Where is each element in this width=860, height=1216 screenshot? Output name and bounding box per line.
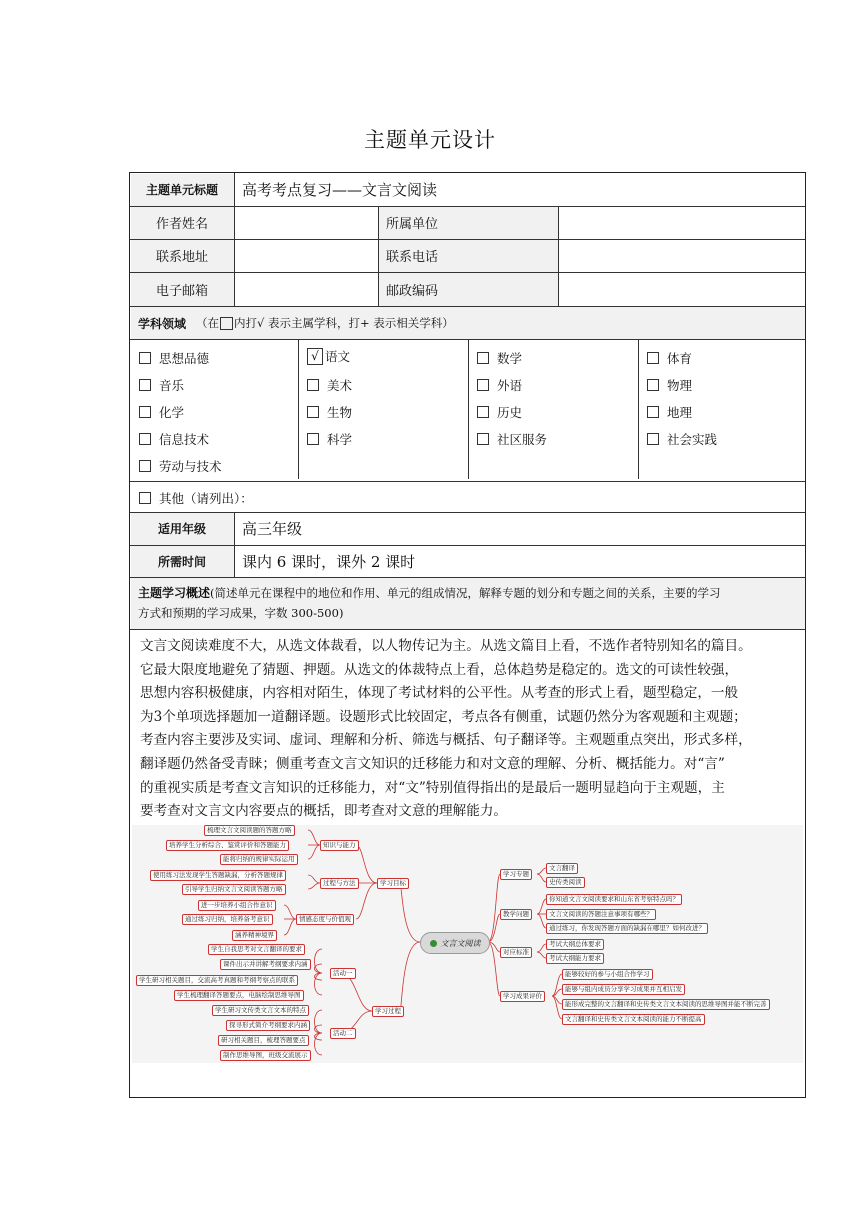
mind-map-node: 教学问题: [500, 909, 532, 920]
org-value-field[interactable]: [558, 206, 805, 239]
mind-map-node: 活动二: [330, 1028, 356, 1039]
mind-map-node: 学习目标: [377, 878, 409, 889]
checkbox-icon: [477, 352, 489, 364]
subject-option[interactable]: 数学: [477, 349, 522, 367]
checkbox-icon: [139, 492, 151, 504]
subject-option[interactable]: 思想品德: [139, 349, 209, 367]
subject-area-note-prefix: （在: [196, 316, 220, 330]
subject-option[interactable]: 历史: [477, 403, 522, 421]
phone-value-field[interactable]: [558, 239, 805, 272]
checkbox-icon: [477, 433, 489, 445]
paragraph-line: 的重视实质是考查文言知识的迁移能力，对“文”特别值得指出的是最后一题明显趋向于主观题，主: [140, 779, 725, 796]
checkmark-icon: √: [307, 348, 323, 365]
subject-area-note-suffix: 内打√ 表示主属学科，打+ 表示相关学科）: [234, 316, 454, 330]
checkbox-icon: [647, 352, 659, 364]
subject-area-label: 学科领域: [138, 316, 187, 331]
mind-map-node: 活动一: [330, 968, 356, 979]
mind-map-leaf: 引导学生归纳文言文阅读答题方略: [182, 884, 286, 895]
mind-map-node: 对应标准: [500, 947, 532, 958]
leaf-icon: [430, 940, 437, 947]
mind-map-leaf: 课件出示并讲解考纲要求内涵: [220, 959, 311, 970]
checkbox-icon: [307, 433, 319, 445]
address-value-field[interactable]: [234, 239, 378, 272]
subject-option[interactable]: 科学: [307, 430, 352, 448]
subject-option-checked[interactable]: √ 语文: [307, 347, 350, 365]
overview-hint-2: 方式和预期的学习成果，字数 300-500): [138, 606, 344, 620]
mind-map-leaf: 能将归纳的规律实际运用: [220, 854, 298, 865]
mind-map-leaf: 通过练习，你发现答题方面的缺漏在哪里？如何改进？: [546, 923, 708, 934]
subject-option[interactable]: 物理: [647, 376, 692, 394]
mind-map-leaf: 学生研习相关题目，交流高考真题和考纲考察点的联系: [136, 975, 298, 986]
paragraph-line: 考查内容主要涉及实词、虚词、理解和分析、筛选与概括、句子翻译等。主观题重点突出，形式多样，: [140, 732, 752, 749]
paragraph-line: 它最大限度地避免了猜题、押题。从选文的体裁特点上看，总体趋势是稳定的。选文的可读性较强，: [140, 661, 739, 678]
email-value-field[interactable]: [234, 272, 378, 306]
checkbox-icon: [307, 379, 319, 391]
checkbox-icon: [647, 406, 659, 418]
subject-option[interactable]: 体育: [647, 349, 692, 367]
mind-map-leaf: 史传类阅读: [546, 877, 585, 888]
checkbox-icon: [647, 379, 659, 391]
checkbox-icon: [307, 406, 319, 418]
zip-label: 邮政编码: [386, 283, 439, 299]
mind-map-leaf: 考试大纲能力要求: [546, 953, 604, 964]
org-label: 所属单位: [386, 217, 439, 232]
grade-value: 高三年级: [242, 520, 303, 538]
overview-paragraph: [140, 635, 800, 824]
zip-value-field[interactable]: [558, 272, 805, 306]
checkbox-icon: [139, 433, 151, 445]
checkbox-icon: [477, 406, 489, 418]
mind-map-leaf: 能形成完整的文言翻译和史传类文言文本阅读的思维导图并能不断完善: [562, 999, 770, 1010]
checkbox-icon: [647, 433, 659, 445]
subject-option-other[interactable]: 其他（请列出）：: [139, 489, 253, 507]
mind-map-leaf: 学生自我思考对文言翻译的要求: [208, 944, 305, 955]
unit-title-label: 主题单元标题: [145, 183, 218, 197]
mind-map-node: 学习成果评价: [500, 991, 545, 1002]
mind-map-leaf: 探寻形式简介考纲要求内涵: [226, 1020, 310, 1031]
mind-map-leaf: 进一步培养小组合作意识: [198, 900, 276, 911]
subject-option[interactable]: 信息技术: [139, 430, 209, 448]
mind-map-leaf: 能够较好的参与小组合作学习: [562, 969, 653, 980]
subject-option[interactable]: 社会实践: [647, 430, 717, 448]
overview-header: [138, 583, 800, 627]
mind-map-leaf: 文言翻译和史传类文言文本阅读的能力不断提高: [562, 1014, 705, 1025]
mind-map-center: 文言文阅读: [420, 932, 490, 954]
mind-map-leaf: 学生梳理翻译答题要点，电脑绘制思维导图: [174, 990, 304, 1001]
mind-map-leaf: 考试大纲总体要求: [546, 939, 604, 950]
mind-map-leaf: 研习相关题目，梳理答题要点: [218, 1035, 309, 1046]
mind-map-leaf: 使用练习法发现学生答题缺漏，分析答题规律: [150, 870, 286, 881]
subject-option[interactable]: 社区服务: [477, 430, 547, 448]
subject-option[interactable]: 地理: [647, 403, 692, 421]
author-label: 作者姓名: [155, 217, 208, 232]
time-value: 课内 6 课时，课外 2 课时: [242, 552, 416, 571]
mind-map-leaf: 文言翻译: [546, 863, 578, 874]
overview-label: 主题学习概述: [138, 586, 211, 600]
checkbox-icon: [139, 460, 151, 472]
mind-map-leaf: 通过练习归纳，培养备考意识: [182, 914, 273, 925]
subject-option[interactable]: 化学: [139, 403, 184, 421]
document-title: 主题单元设计: [364, 128, 496, 152]
mind-map-leaf: 涵养精神境界: [232, 930, 277, 941]
design-table: [129, 172, 806, 1098]
author-value-field[interactable]: [234, 206, 378, 239]
checkbox-icon: [477, 379, 489, 391]
mind-map-node: 学习专题: [500, 869, 532, 880]
subject-option[interactable]: 外语: [477, 376, 522, 394]
subject-option[interactable]: 音乐: [139, 376, 184, 394]
mind-map-leaf: 文言文阅读的答题注意事项有哪些？: [546, 909, 656, 920]
mind-map-leaf: 制作思维导图，班级交流展示: [220, 1050, 311, 1061]
mind-map-leaf: 能够与组内成员分享学习成果并互相启发: [562, 984, 685, 995]
checkbox-icon: [139, 406, 151, 418]
unit-title-value: 高考考点复习——文言文阅读: [242, 181, 438, 199]
checkbox-icon: [139, 352, 151, 364]
overview-hint: (简述单元在课程中的地位和作用、单元的组成情况，解释专题的划分和专题之间的关系，主要的学习: [210, 586, 721, 600]
subject-option[interactable]: 生物: [307, 403, 352, 421]
email-label: 电子邮箱: [155, 283, 208, 299]
grade-label: 适用年级: [157, 522, 206, 536]
checkbox-icon: [139, 379, 151, 391]
paragraph-line: 为3个单项选择题加一道翻译题。设题形式比较固定，考点各有侧重，试题仍然分为客观题和主观题；: [140, 708, 747, 725]
time-label: 所需时间: [157, 554, 206, 569]
address-label: 联系地址: [155, 250, 208, 265]
subject-option[interactable]: 美术: [307, 376, 352, 394]
mind-map-leaf: 学生研习文传类文言文本的特点: [212, 1005, 309, 1016]
mind-map-node: 学习过程: [372, 1006, 404, 1017]
paragraph-line: 文言文阅读难度不大，从选文体裁看，以人物传记为主。从选文篇目上看，不选作者特别知名的篇目。: [140, 638, 752, 654]
mind-map: [132, 825, 803, 1063]
mind-map-leaf: 培养学生分析综合、鉴赏评价和答题能力: [166, 840, 289, 851]
checkbox-icon: [220, 317, 233, 330]
paragraph-line: 要考查对文言文内容要点的概括，即考查对文意的理解能力。: [140, 803, 508, 820]
mind-map-node: 情感态度与价值观: [296, 914, 354, 925]
mind-map-leaf: 你知道文言文阅读要求和山东省考察特点吗？: [546, 894, 682, 905]
mind-map-node: 过程与方法: [320, 878, 359, 889]
paragraph-line: 翻译题仍然备受青睐；侧重考查文言文知识的迁移能力和对文意的理解、分析、概括能力。对“言”: [140, 755, 725, 772]
mind-map-leaf: 梳理文言文阅读题的答题方略: [204, 825, 295, 836]
subject-option[interactable]: 劳动与技术: [139, 457, 222, 475]
mind-map-node: 知识与能力: [320, 840, 359, 851]
paragraph-line: 思想内容积极健康，内容相对陌生，体现了考试材料的公平性。从考查的形式上看，题型稳定，一般: [140, 685, 739, 702]
phone-label: 联系电话: [386, 250, 439, 265]
subject-area-header: [138, 307, 798, 339]
